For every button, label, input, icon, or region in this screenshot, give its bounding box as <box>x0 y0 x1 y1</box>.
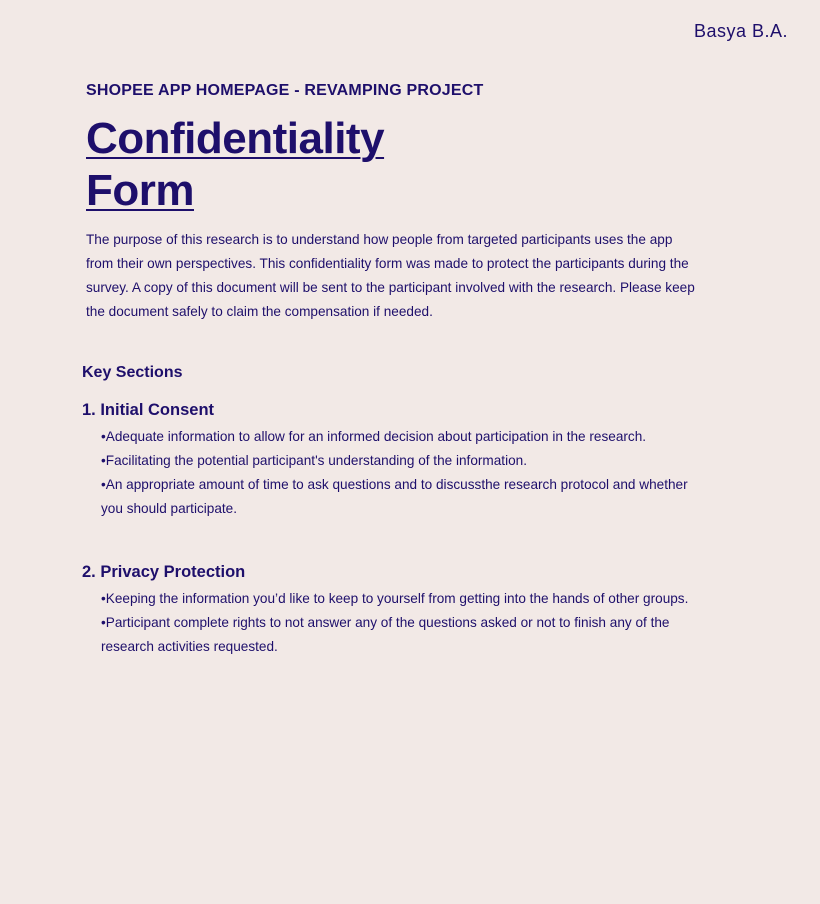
bullet-list <box>82 425 702 521</box>
bullet-item: • Keeping the information you’d like to keep to yourself from getting into the hands of other groups. <box>101 587 702 611</box>
intro-paragraph: The purpose of this research is to understand how people from targeted participants uses the app from their own perspectives. This confidentiality form was made to protect the participants during the survey. A copy of this document will be sent to the participant involved with the research. Please keep the document safely to claim the compensation if needed. <box>86 232 695 319</box>
bullet-item: • Facilitating the potential participant's understanding of the information. <box>101 449 702 473</box>
bullet-item: • Participant complete rights to not answer any of the questions asked or not to finish any of the research activities requested. <box>101 611 702 659</box>
section-initial-consent <box>82 399 702 521</box>
bullet-item: • An appropriate amount of time to ask questions and to discussthe research protocol and whether you should participate. <box>101 473 702 521</box>
bullet-item: • Adequate information to allow for an informed decision about participation in the research. <box>101 425 702 449</box>
section-privacy-protection <box>82 561 702 659</box>
key-sections-heading: Key Sections <box>82 364 183 381</box>
section-heading: 1. Initial Consent <box>82 401 215 419</box>
page-title-line-2: Form <box>86 166 194 215</box>
page-title <box>86 113 384 217</box>
project-title: SHOPEE APP HOMEPAGE - REVAMPING PROJECT <box>86 82 484 99</box>
author-name: Basya B.A. <box>693 21 788 41</box>
bullet-list <box>82 587 702 659</box>
section-heading: 2. Privacy Protection <box>82 563 246 581</box>
page-title-line-1: Confidentiality <box>86 114 385 163</box>
